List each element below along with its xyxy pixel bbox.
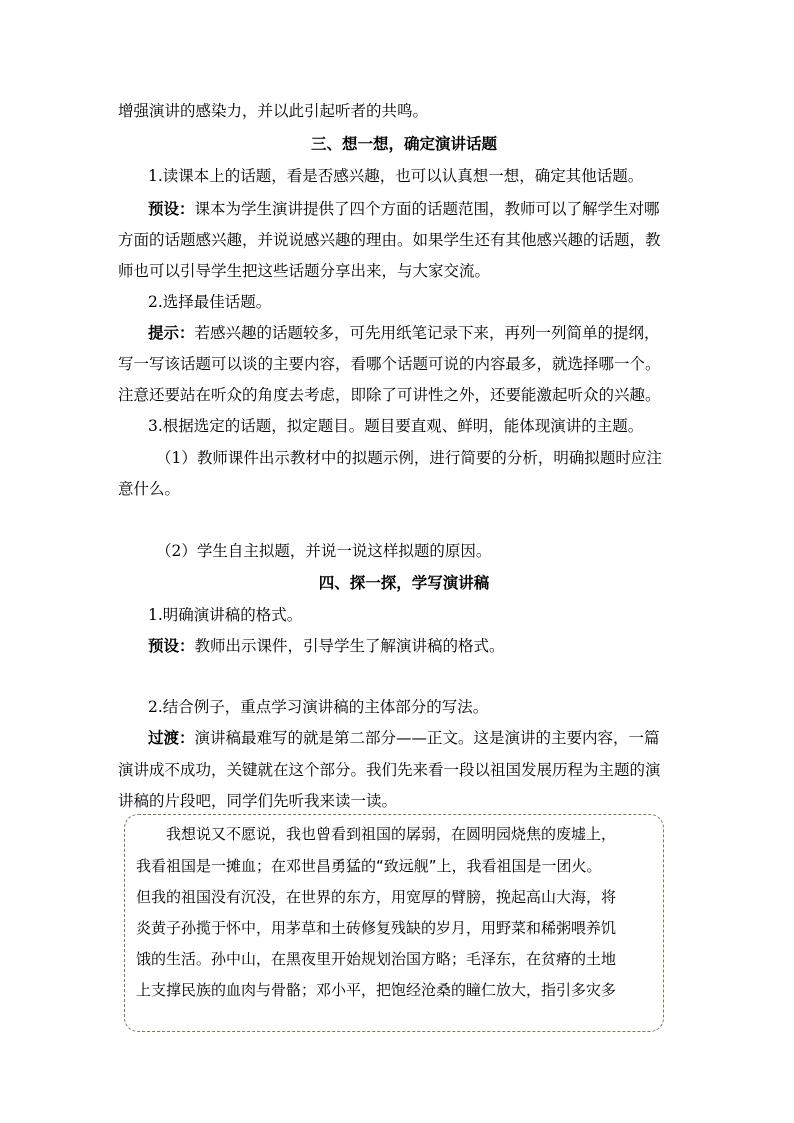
excerpt-line: 炎黄子孙揽于怀中，用茅草和土砖修复残缺的岁月，用野菜和稀粥喂养饥	[136, 919, 617, 937]
paragraph-line: 师也可以引导学生把这些话题分享出来，与大家交流。	[118, 262, 491, 280]
paragraph-line: （2）学生自主拟题，并说一说这样拟题的原因。	[156, 542, 492, 560]
excerpt-line: 饿的生活。孙中山，在黑夜里开始规划治国方略；毛泽东，在贫瘠的土地	[136, 950, 617, 968]
excerpt-line: 我想说又不愿说，我也曾看到祖国的孱弱，在圆明园烧焦的废墟上，	[166, 825, 617, 843]
paragraph-line: 1.读课本上的话题，看是否感兴趣，也可以认真想一想，确定其他话题。	[148, 167, 644, 185]
paragraph-line: 3.根据选定的话题，拟定题目。题目要直观、鲜明，能体现演讲的主题。	[148, 417, 644, 435]
preset-label: 预设：	[148, 636, 195, 655]
paragraph-line	[148, 199, 708, 219]
paragraph-line: 增强演讲的感染力，并以此引起听者的共鸣。	[118, 102, 429, 120]
excerpt-line: 上支撑民族的血肉与骨骼；邓小平，把饱经沧桑的瞳仁放大，指引多灾多	[136, 981, 617, 999]
preset-label: 预设：	[148, 199, 195, 218]
paragraph-line: 注意还要站在听众的角度去考虑，即除了可讲性之外，还要能激起听众的兴趣。	[118, 386, 661, 404]
paragraph-line	[148, 728, 708, 748]
paragraph-line: 2.选择最佳话题。	[148, 293, 272, 311]
paragraph-line: 1.明确演讲稿的格式。	[148, 606, 303, 624]
paragraph-line: 方面的话题感兴趣，并说说感兴趣的理由。如果学生还有其他感兴趣的话题，教	[118, 231, 661, 249]
paragraph-line	[148, 323, 708, 343]
paragraph-line: 写一写该话题可以谈的主要内容，看哪个话题可说的内容最多，就选择哪一个。	[118, 355, 661, 373]
paragraph-line: 讲稿的片段吧，同学们先听我来读一读。	[118, 792, 398, 810]
section-heading-4: 四、探一探，学写演讲稿	[318, 573, 490, 592]
paragraph-line: 意什么。	[118, 480, 181, 498]
tip-text: 若感兴趣的话题较多，可先用纸笔记录下来，再列一列简单的提纲，	[194, 324, 660, 342]
preset-text: 教师出示课件，引导学生了解演讲稿的格式。	[194, 637, 505, 655]
section-heading-3: 三、想一想，确定演讲话题	[310, 134, 497, 153]
paragraph-line: （1）教师课件出示教材中的拟题示例，进行简要的分析，明确拟题时应注	[156, 449, 662, 467]
preset-text: 课本为学生演讲提供了四个方面的话题范围，教师可以了解学生对哪	[194, 200, 660, 218]
paragraph-line: 2.结合例子，重点学习演讲稿的主体部分的写法。	[148, 698, 489, 716]
paragraph-line	[148, 636, 720, 656]
paragraph-line: 演讲成不成功，关键就在这个部分。我们先来看一段以祖国发展历程为主题的演	[118, 761, 661, 779]
excerpt-line: 但我的祖国没有沉没，在世界的东方，用宽厚的臂膀，挽起高山大海，将	[136, 888, 617, 906]
transition-text: 演讲稿最难写的就是第二部分——正文。这是演讲的主要内容，一篇	[194, 729, 660, 747]
excerpt-line: 我看祖国是一摊血；在邓世昌勇猛的“致远舰”上，我看祖国是一团火。	[136, 857, 602, 875]
tip-label: 提示：	[148, 323, 195, 342]
transition-label: 过渡：	[148, 729, 195, 747]
